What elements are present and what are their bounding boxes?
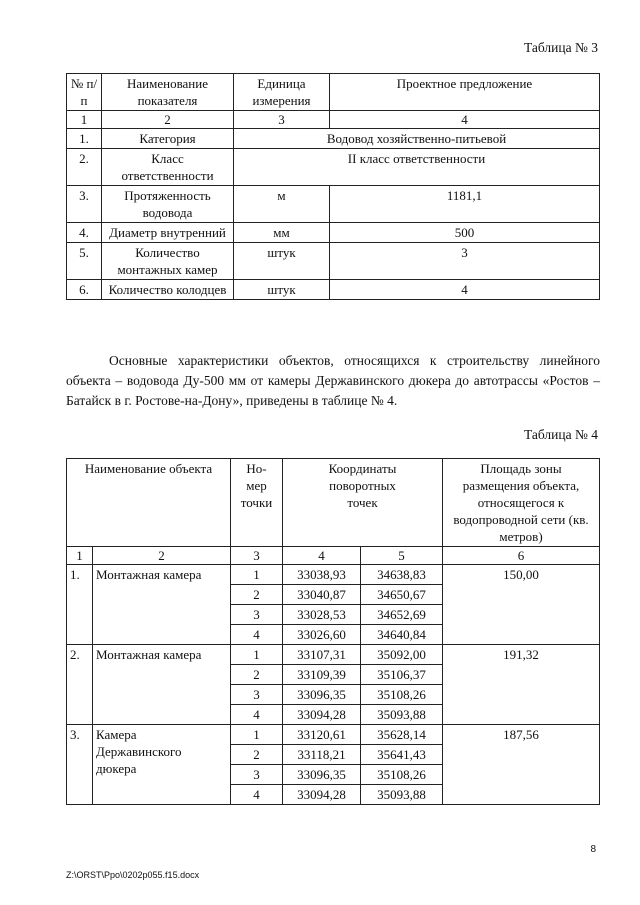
colnum: 1	[67, 547, 93, 565]
group-number: 3.	[67, 725, 93, 805]
coord-y: 35106,37	[361, 665, 443, 685]
table4-caption: Таблица № 4	[524, 427, 598, 442]
coord-x: 33120,61	[283, 725, 361, 745]
coord-x: 33094,28	[283, 785, 361, 805]
coord-x: 33038,93	[283, 565, 361, 585]
coord-y: 35092,00	[361, 645, 443, 665]
row-number: 4.	[67, 223, 102, 243]
table-row	[67, 186, 600, 223]
row-name: Количество монтажных камер	[102, 243, 234, 280]
coord-x: 33096,35	[283, 765, 361, 785]
point-number: 1	[231, 645, 283, 665]
table4-header-coords: Координаты поворотных точек	[283, 459, 443, 547]
table4-header-point: Но-мер точки	[231, 459, 283, 547]
table-row	[67, 149, 600, 186]
table-row	[67, 223, 600, 243]
coord-y: 34638,83	[361, 565, 443, 585]
coord-y: 35628,14	[361, 725, 443, 745]
row-value: 4	[330, 280, 600, 300]
table-row	[67, 565, 600, 585]
coord-y: 35108,26	[361, 765, 443, 785]
row-name: Количество колодцев	[102, 280, 234, 300]
row-unit: мм	[234, 223, 330, 243]
point-number: 3	[231, 765, 283, 785]
row-unit: штук	[234, 280, 330, 300]
colnum: 5	[361, 547, 443, 565]
colnum: 3	[231, 547, 283, 565]
table-row	[67, 725, 600, 745]
coord-y: 35093,88	[361, 705, 443, 725]
row-number: 5.	[67, 243, 102, 280]
table3-header-row	[67, 74, 600, 111]
table4-header-area: Площадь зоны размещения объекта, относящегося к водопроводной сети (кв. метров)	[443, 459, 600, 547]
point-number: 4	[231, 785, 283, 805]
colnum: 6	[443, 547, 600, 565]
row-name: Класс ответственности	[102, 149, 234, 186]
row-value: II класс ответственности	[234, 149, 600, 186]
group-area: 187,56	[443, 725, 600, 805]
coord-y: 34652,69	[361, 605, 443, 625]
row-number: 1.	[67, 129, 102, 149]
table3-header-name: Наименование показателя	[102, 74, 234, 111]
coord-x: 33040,87	[283, 585, 361, 605]
point-number: 3	[231, 685, 283, 705]
table3-colnum-row	[67, 111, 600, 129]
point-number: 2	[231, 745, 283, 765]
coord-x: 33107,31	[283, 645, 361, 665]
row-name: Протяженность водовода	[102, 186, 234, 223]
coord-x: 33118,21	[283, 745, 361, 765]
point-number: 3	[231, 605, 283, 625]
table4-header-object: Наименование объекта	[67, 459, 231, 547]
coord-x: 33028,53	[283, 605, 361, 625]
coord-x: 33096,35	[283, 685, 361, 705]
coord-x: 33109,39	[283, 665, 361, 685]
group-name: Монтажная камера	[93, 565, 231, 645]
coord-y: 34650,67	[361, 585, 443, 605]
coord-y: 35641,43	[361, 745, 443, 765]
file-path: Z:\ORST\Ppo\0202p055.f15.docx	[66, 870, 200, 880]
table3-header-value: Проектное предложение	[330, 74, 600, 111]
coord-x: 33094,28	[283, 705, 361, 725]
row-value: 500	[330, 223, 600, 243]
point-number: 4	[231, 705, 283, 725]
row-unit: м	[234, 186, 330, 223]
table-row	[67, 280, 600, 300]
table4-header-row	[67, 459, 600, 547]
table3-header-n: № п/п	[67, 74, 102, 111]
table-row	[67, 243, 600, 280]
body-paragraph: Основные характеристики объектов, относящихся к строительству линейного объекта – водовода Ду-500 мм от камеры Державинского дюкера до автотрассы «Ростов – Батайск в г. Ростове-на-Дону», приведены в таблице № 4.	[66, 353, 600, 408]
colnum: 2	[102, 111, 234, 129]
row-number: 6.	[67, 280, 102, 300]
table4	[66, 458, 600, 805]
row-unit: штук	[234, 243, 330, 280]
table3-caption: Таблица № 3	[524, 40, 598, 55]
colnum: 1	[67, 111, 102, 129]
row-value: Водовод хозяйственно-питьевой	[234, 129, 600, 149]
group-area: 191,32	[443, 645, 600, 725]
row-value: 1181,1	[330, 186, 600, 223]
point-number: 4	[231, 625, 283, 645]
table-row	[67, 129, 600, 149]
colnum: 4	[330, 111, 600, 129]
row-value: 3	[330, 243, 600, 280]
row-name: Диаметр внутренний	[102, 223, 234, 243]
coord-y: 35093,88	[361, 785, 443, 805]
colnum: 4	[283, 547, 361, 565]
table4-colnum-row	[67, 547, 600, 565]
page-number: 8	[590, 844, 596, 855]
point-number: 1	[231, 565, 283, 585]
point-number: 2	[231, 665, 283, 685]
coord-y: 34640,84	[361, 625, 443, 645]
row-number: 2.	[67, 149, 102, 186]
point-number: 2	[231, 585, 283, 605]
table3-header-unit: Единица измерения	[234, 74, 330, 111]
group-name: Камера Державинского дюкера	[93, 725, 231, 805]
coord-y: 35108,26	[361, 685, 443, 705]
coord-x: 33026,60	[283, 625, 361, 645]
table3	[66, 73, 600, 300]
row-number: 3.	[67, 186, 102, 223]
group-number: 2.	[67, 645, 93, 725]
colnum: 2	[93, 547, 231, 565]
group-area: 150,00	[443, 565, 600, 645]
group-number: 1.	[67, 565, 93, 645]
point-number: 1	[231, 725, 283, 745]
colnum: 3	[234, 111, 330, 129]
table-row	[67, 645, 600, 665]
row-name: Категория	[102, 129, 234, 149]
group-name: Монтажная камера	[93, 645, 231, 725]
